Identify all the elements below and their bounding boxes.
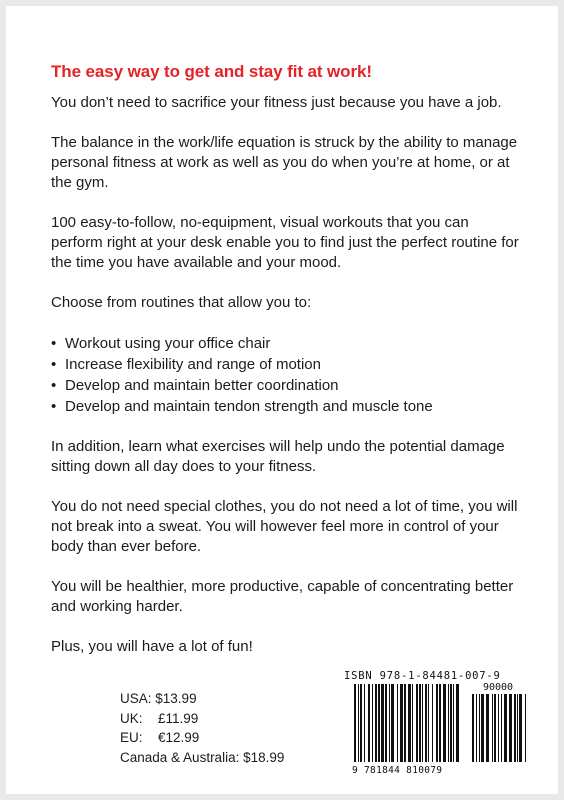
price-row-uk (120, 709, 284, 729)
barcode-bar (416, 684, 418, 762)
paragraph-balance: The balance in the work/life equation is struck by the ability to manage personal fitness at work as well as you do when you’re at home, or at the gym. (51, 134, 518, 191)
blurb (51, 93, 521, 657)
price-value-eu: €12.99 (158, 730, 200, 745)
barcode-bar (404, 684, 406, 762)
barcode-addon-number: 90000 (482, 682, 514, 693)
barcode-addon-bar (481, 694, 484, 762)
barcode-bar (391, 684, 394, 762)
barcode-bar (428, 684, 429, 762)
barcode-addon-bar (504, 694, 507, 762)
barcode-bar (378, 684, 380, 762)
barcode-addon-bar (498, 694, 499, 762)
price-value-usa: $13.99 (155, 691, 197, 706)
list-item: • Develop and maintain tendon strength and muscle tone (51, 396, 521, 417)
price-list (120, 689, 284, 767)
price-label-eu: EU: (120, 730, 143, 745)
barcode-addon-bar (514, 694, 516, 762)
barcode-bar (381, 684, 384, 762)
barcode-addon-bar (492, 694, 493, 762)
barcode-bar (358, 684, 359, 762)
price-row-usa (120, 689, 284, 709)
barcode-bar (422, 684, 423, 762)
barcode-bar (419, 684, 421, 762)
barcode-bar (408, 684, 411, 762)
barcode-addon-bar (509, 694, 512, 762)
barcode-bar (372, 684, 373, 762)
barcode-graphic (344, 682, 532, 776)
page-border-left (0, 0, 6, 800)
barcode-bar (453, 684, 454, 762)
barcode-addon-bar (517, 694, 518, 762)
barcode-addon-bar (525, 694, 526, 762)
barcode-bar (375, 684, 377, 762)
barcode-addon-bar (519, 694, 522, 762)
barcode-bar (450, 684, 452, 762)
barcode-bar (439, 684, 441, 762)
barcode-bar (385, 684, 387, 762)
barcode-addon-bar (479, 694, 480, 762)
price-label-canada-australia: Canada & Australia: (120, 749, 240, 765)
headline: The easy way to get and stay fit at work! (51, 62, 372, 81)
price-value-uk: £11.99 (158, 710, 199, 726)
page-border-bottom (0, 794, 564, 800)
barcode-addon-bar (494, 694, 496, 762)
price-value-canada-australia: $18.99 (243, 749, 285, 765)
barcode-bar (412, 684, 413, 762)
barcode-bar (432, 684, 433, 762)
barcode-digits: 9 781844 810079 (352, 765, 443, 776)
barcode-bar (397, 684, 398, 762)
price-label-uk: UK: (120, 710, 143, 726)
list-item: • Workout using your office chair (51, 333, 521, 354)
isbn-barcode (344, 670, 532, 776)
barcode-bar (425, 684, 427, 762)
page-border-top (0, 0, 564, 6)
paragraph-intro: You don’t need to sacrifice your fitness just because you have a job. (51, 94, 502, 111)
barcode-bar (368, 684, 370, 762)
paragraph-addition: In addition, learn what exercises will help undo the potential damage sitting down all day does to your fitness. (51, 438, 505, 475)
barcode-addon-bar (476, 694, 477, 762)
barcode-bar (360, 684, 362, 762)
paragraph-workouts: 100 easy-to-follow, no-equipment, visual workouts that you can perform right at your desk enable you to find just the perfect routine for the time you have available and your mood. (51, 214, 519, 271)
barcode-bar (448, 684, 449, 762)
barcode-bar (354, 684, 356, 762)
barcode-addon-bar (472, 694, 474, 762)
paragraph-choose: Choose from routines that allow you to: (51, 294, 312, 311)
barcode-bar (456, 684, 459, 762)
price-row-eu (120, 728, 284, 748)
paragraph-fun: Plus, you will have a lot of fun! (51, 638, 253, 655)
barcode-bar (443, 684, 446, 762)
barcode-bar (436, 684, 438, 762)
barcode-addon-bar (501, 694, 502, 762)
price-row-canada-australia (120, 748, 284, 768)
paragraph-clothes: You do not need special clothes, you do not need a lot of time, you will not break into a sweat. You will however feel more in control of your body than ever before. (51, 498, 518, 555)
barcode-bar (400, 684, 403, 762)
barcode-bar (389, 684, 390, 762)
price-label-usa: USA: (120, 691, 152, 706)
barcode-addon-bar (486, 694, 489, 762)
paragraph-healthier: You will be healthier, more productive, capable of concentrating better and working harder. (51, 578, 514, 615)
isbn-number: ISBN 978-1-84481-007-9 (344, 670, 501, 682)
list-item: • Increase flexibility and range of motion (51, 354, 521, 375)
barcode-bar (364, 684, 365, 762)
list-item: • Develop and maintain better coordination (51, 375, 521, 396)
benefit-list (51, 333, 521, 417)
page-border-right (558, 0, 564, 800)
